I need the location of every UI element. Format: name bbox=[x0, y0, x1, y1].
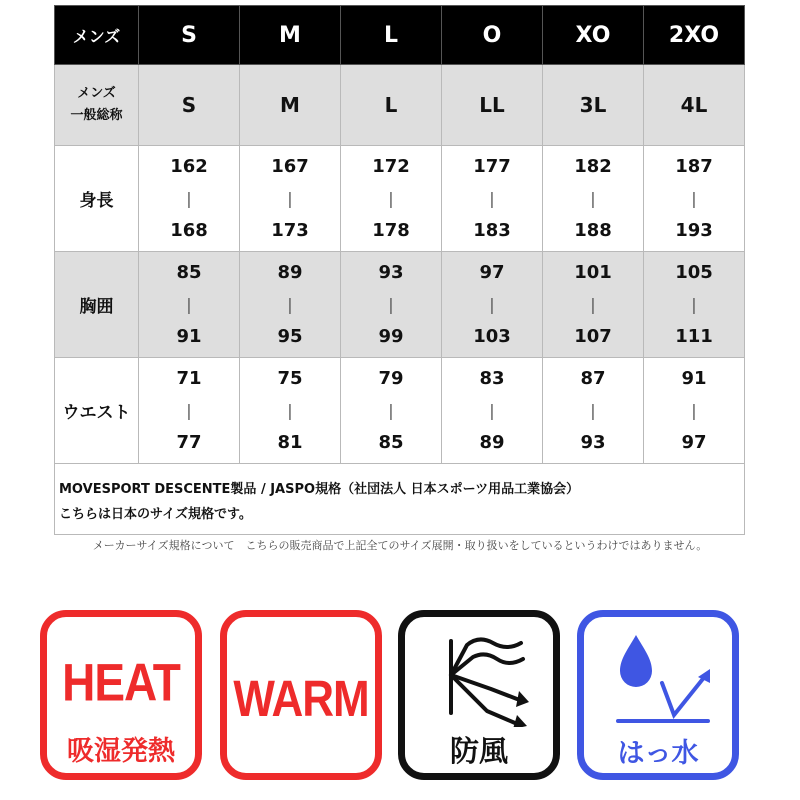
measurement-cell bbox=[139, 146, 240, 252]
note-line-2: こちらは日本のサイズ規格です。 bbox=[59, 507, 252, 522]
size-standard-note bbox=[54, 464, 745, 535]
size-header-cell: L bbox=[341, 6, 442, 65]
water-repellent-badge bbox=[577, 610, 739, 780]
range-separator: | bbox=[186, 188, 192, 208]
height-row bbox=[55, 146, 745, 252]
range-max: 91 bbox=[176, 325, 202, 347]
range-min: 93 bbox=[378, 261, 404, 283]
measurement-cell bbox=[139, 358, 240, 464]
measurement-cell bbox=[139, 252, 240, 358]
windproof-caption: 防風 bbox=[449, 734, 508, 768]
chest-label: 胸囲 bbox=[55, 252, 139, 358]
windproof-badge bbox=[398, 610, 560, 780]
size-header-cell: XO bbox=[543, 6, 644, 65]
range-max: 85 bbox=[378, 431, 404, 453]
range-separator: | bbox=[489, 294, 495, 314]
range-max: 193 bbox=[675, 219, 713, 241]
range-max: 103 bbox=[473, 325, 511, 347]
range-min: 97 bbox=[479, 261, 505, 283]
range-min: 91 bbox=[681, 367, 707, 389]
range-min: 89 bbox=[277, 261, 303, 283]
range-max: 111 bbox=[675, 325, 713, 347]
chest-row bbox=[55, 252, 745, 358]
range-separator: | bbox=[590, 188, 596, 208]
range-max: 178 bbox=[372, 219, 410, 241]
general-size-label: メンズ 一般総称 bbox=[55, 65, 139, 146]
range-min: 162 bbox=[170, 155, 208, 177]
range-separator: | bbox=[388, 400, 394, 420]
range-max: 95 bbox=[277, 325, 303, 347]
general-size-cell: 4L bbox=[644, 65, 745, 146]
range-min: 172 bbox=[372, 155, 410, 177]
range-separator: | bbox=[590, 400, 596, 420]
range-separator: | bbox=[691, 400, 697, 420]
measurement-cell bbox=[240, 146, 341, 252]
range-separator: | bbox=[489, 188, 495, 208]
range-max: 81 bbox=[277, 431, 303, 453]
water-repellent-caption: はっ水 bbox=[617, 738, 699, 769]
warm-word: WARM bbox=[233, 671, 369, 728]
measurement-cell bbox=[442, 146, 543, 252]
range-max: 107 bbox=[574, 325, 612, 347]
general-size-cell: 3L bbox=[543, 65, 644, 146]
size-header-cell: M bbox=[240, 6, 341, 65]
size-header-row bbox=[55, 6, 745, 65]
range-max: 99 bbox=[378, 325, 404, 347]
range-separator: | bbox=[691, 188, 697, 208]
range-min: 71 bbox=[176, 367, 202, 389]
range-separator: | bbox=[388, 294, 394, 314]
range-separator: | bbox=[186, 294, 192, 314]
general-size-cell: S bbox=[139, 65, 240, 146]
range-min: 101 bbox=[574, 261, 612, 283]
range-separator: | bbox=[590, 294, 596, 314]
heat-word: HEAT bbox=[62, 652, 180, 712]
range-separator: | bbox=[287, 294, 293, 314]
size-header-cell: 2XO bbox=[644, 6, 745, 65]
range-separator: | bbox=[489, 400, 495, 420]
measurement-cell bbox=[240, 358, 341, 464]
size-chart-table bbox=[54, 5, 745, 464]
range-separator: | bbox=[388, 188, 394, 208]
measurement-cell bbox=[543, 358, 644, 464]
range-max: 93 bbox=[580, 431, 606, 453]
note-line-1: MOVESPORT DESCENTE製品 / JASPO規格（社団法人 日本スポーツ用品工業協会） bbox=[59, 482, 580, 497]
general-size-cell: LL bbox=[442, 65, 543, 146]
general-size-row bbox=[55, 65, 745, 146]
range-min: 177 bbox=[473, 155, 511, 177]
measurement-cell bbox=[341, 358, 442, 464]
range-min: 75 bbox=[277, 367, 303, 389]
range-separator: | bbox=[186, 400, 192, 420]
measurement-cell bbox=[240, 252, 341, 358]
range-separator: | bbox=[691, 294, 697, 314]
range-max: 183 bbox=[473, 219, 511, 241]
water-drop-icon bbox=[598, 625, 718, 729]
size-header-cell: S bbox=[139, 6, 240, 65]
heat-caption: 吸湿発熱 bbox=[67, 736, 175, 767]
size-header-cell: O bbox=[442, 6, 543, 65]
heat-badge bbox=[40, 610, 202, 780]
range-max: 188 bbox=[574, 219, 612, 241]
range-max: 77 bbox=[176, 431, 202, 453]
measurement-cell bbox=[442, 358, 543, 464]
range-min: 187 bbox=[675, 155, 713, 177]
measurement-cell bbox=[543, 252, 644, 358]
waist-label: ウエスト bbox=[55, 358, 139, 464]
range-min: 167 bbox=[271, 155, 309, 177]
warm-badge bbox=[220, 610, 382, 780]
measurement-cell bbox=[644, 146, 745, 252]
height-label: 身長 bbox=[55, 146, 139, 252]
range-max: 89 bbox=[479, 431, 505, 453]
range-max: 168 bbox=[170, 219, 208, 241]
range-min: 83 bbox=[479, 367, 505, 389]
range-separator: | bbox=[287, 188, 293, 208]
range-min: 182 bbox=[574, 155, 612, 177]
wind-icon bbox=[421, 627, 539, 727]
range-separator: | bbox=[287, 400, 293, 420]
measurement-cell bbox=[543, 146, 644, 252]
range-min: 87 bbox=[580, 367, 606, 389]
measurement-cell bbox=[442, 252, 543, 358]
general-size-cell: M bbox=[240, 65, 341, 146]
header-label: メンズ bbox=[55, 6, 139, 65]
range-min: 79 bbox=[378, 367, 404, 389]
range-max: 173 bbox=[271, 219, 309, 241]
range-min: 85 bbox=[176, 261, 202, 283]
general-size-cell: L bbox=[341, 65, 442, 146]
range-max: 97 bbox=[681, 431, 707, 453]
measurement-cell bbox=[644, 252, 745, 358]
measurement-cell bbox=[341, 252, 442, 358]
range-min: 105 bbox=[675, 261, 713, 283]
footnote: メーカーサイズ規格について こちらの販売商品で上記全てのサイズ展開・取り扱いをしているというわけではありません。 bbox=[92, 539, 708, 552]
measurement-cell bbox=[341, 146, 442, 252]
waist-row bbox=[55, 358, 745, 464]
measurement-cell bbox=[644, 358, 745, 464]
